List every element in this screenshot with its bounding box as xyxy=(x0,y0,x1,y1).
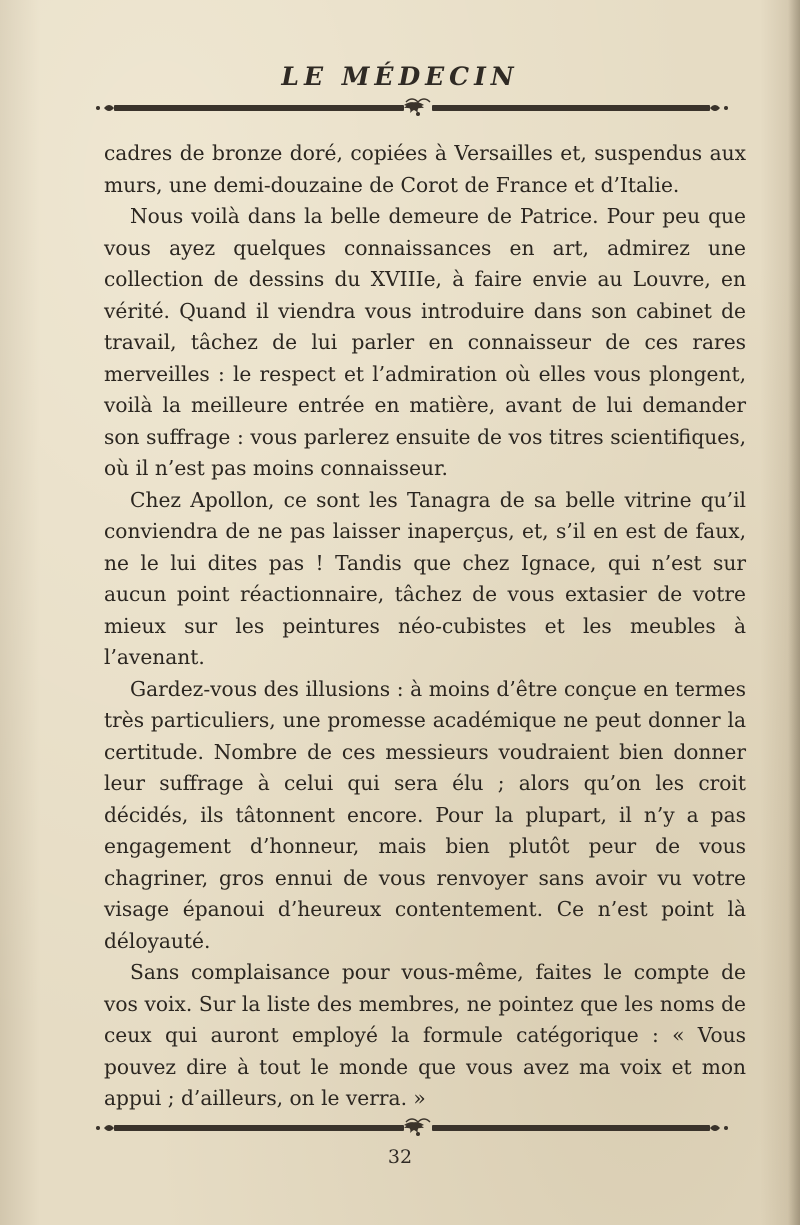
fleuron-rule-icon xyxy=(92,1118,732,1138)
page-number: 32 xyxy=(387,1146,413,1168)
paragraph-5: Sans complaisance pour vous-même, faites le compte de vos voix. Sur la liste des membres, ne pointez que les noms de ceux qui auront employé la formule catégorique : « Vous pouvez dire à tout le monde que vous avez ma voix et mon appui ; d’ailleurs, on le verra. » xyxy=(104,960,746,1110)
body-text xyxy=(104,138,746,1115)
paragraph-1: cadres de bronze doré, copiées à Versailles et, suspendus aux murs, une demi-douzaine de Corot de France et d’Italie. xyxy=(104,141,746,197)
fleuron-rule-icon xyxy=(92,98,732,118)
running-head: LE MÉDECIN xyxy=(281,62,519,91)
paragraph-4: Gardez-vous des illusions : à moins d’être conçue en termes très particuliers, une promesse académique ne peut donner la certitude. Nombre de ces messieurs voudraient bien donner leur suffrage à celui qui sera élu ; alors qu’on les croit décidés, ils tâtonnent encore. Pour la plupart, il n’y a pas engagement d’honneur, mais bien plutôt peur de vous chagriner, gros ennui de vous renvoyer sans avoir vu votre visage épanoui d’heureux contentement. Ce n’est point là déloyauté. xyxy=(104,676,746,953)
paragraph-2: Nous voilà dans la belle demeure de Patrice. Pour peu que vous ayez quelques connaissances en art, admirez une collection de dessins du XVIIIe, à faire envie au Louvre, en vérité. Quand il viendra vous introduire dans son cabinet de travail, tâchez de lui parler en connaisseur de ces rares merveilles : le respect et l’admiration où elles vous plongent, voilà la meilleure entrée en matière, avant de lui demander son suffrage : vous parlerez ensuite de vos titres scientifiques, où il n’est pas moins connaisseur. xyxy=(104,204,746,480)
page-edge-shadow xyxy=(788,0,800,1225)
paragraph-3: Chez Apollon, ce sont les Tanagra de sa belle vitrine qu’il conviendra de ne pas laisser inaperçus, et, s’il en est de faux, ne le lui dites pas ! Tandis que chez Ignace, qui n’est sur aucun point réactionnaire, tâchez de vous extasier de votre mieux sur les peintures néo-cubistes et les meubles à l’avenant. xyxy=(104,487,746,669)
